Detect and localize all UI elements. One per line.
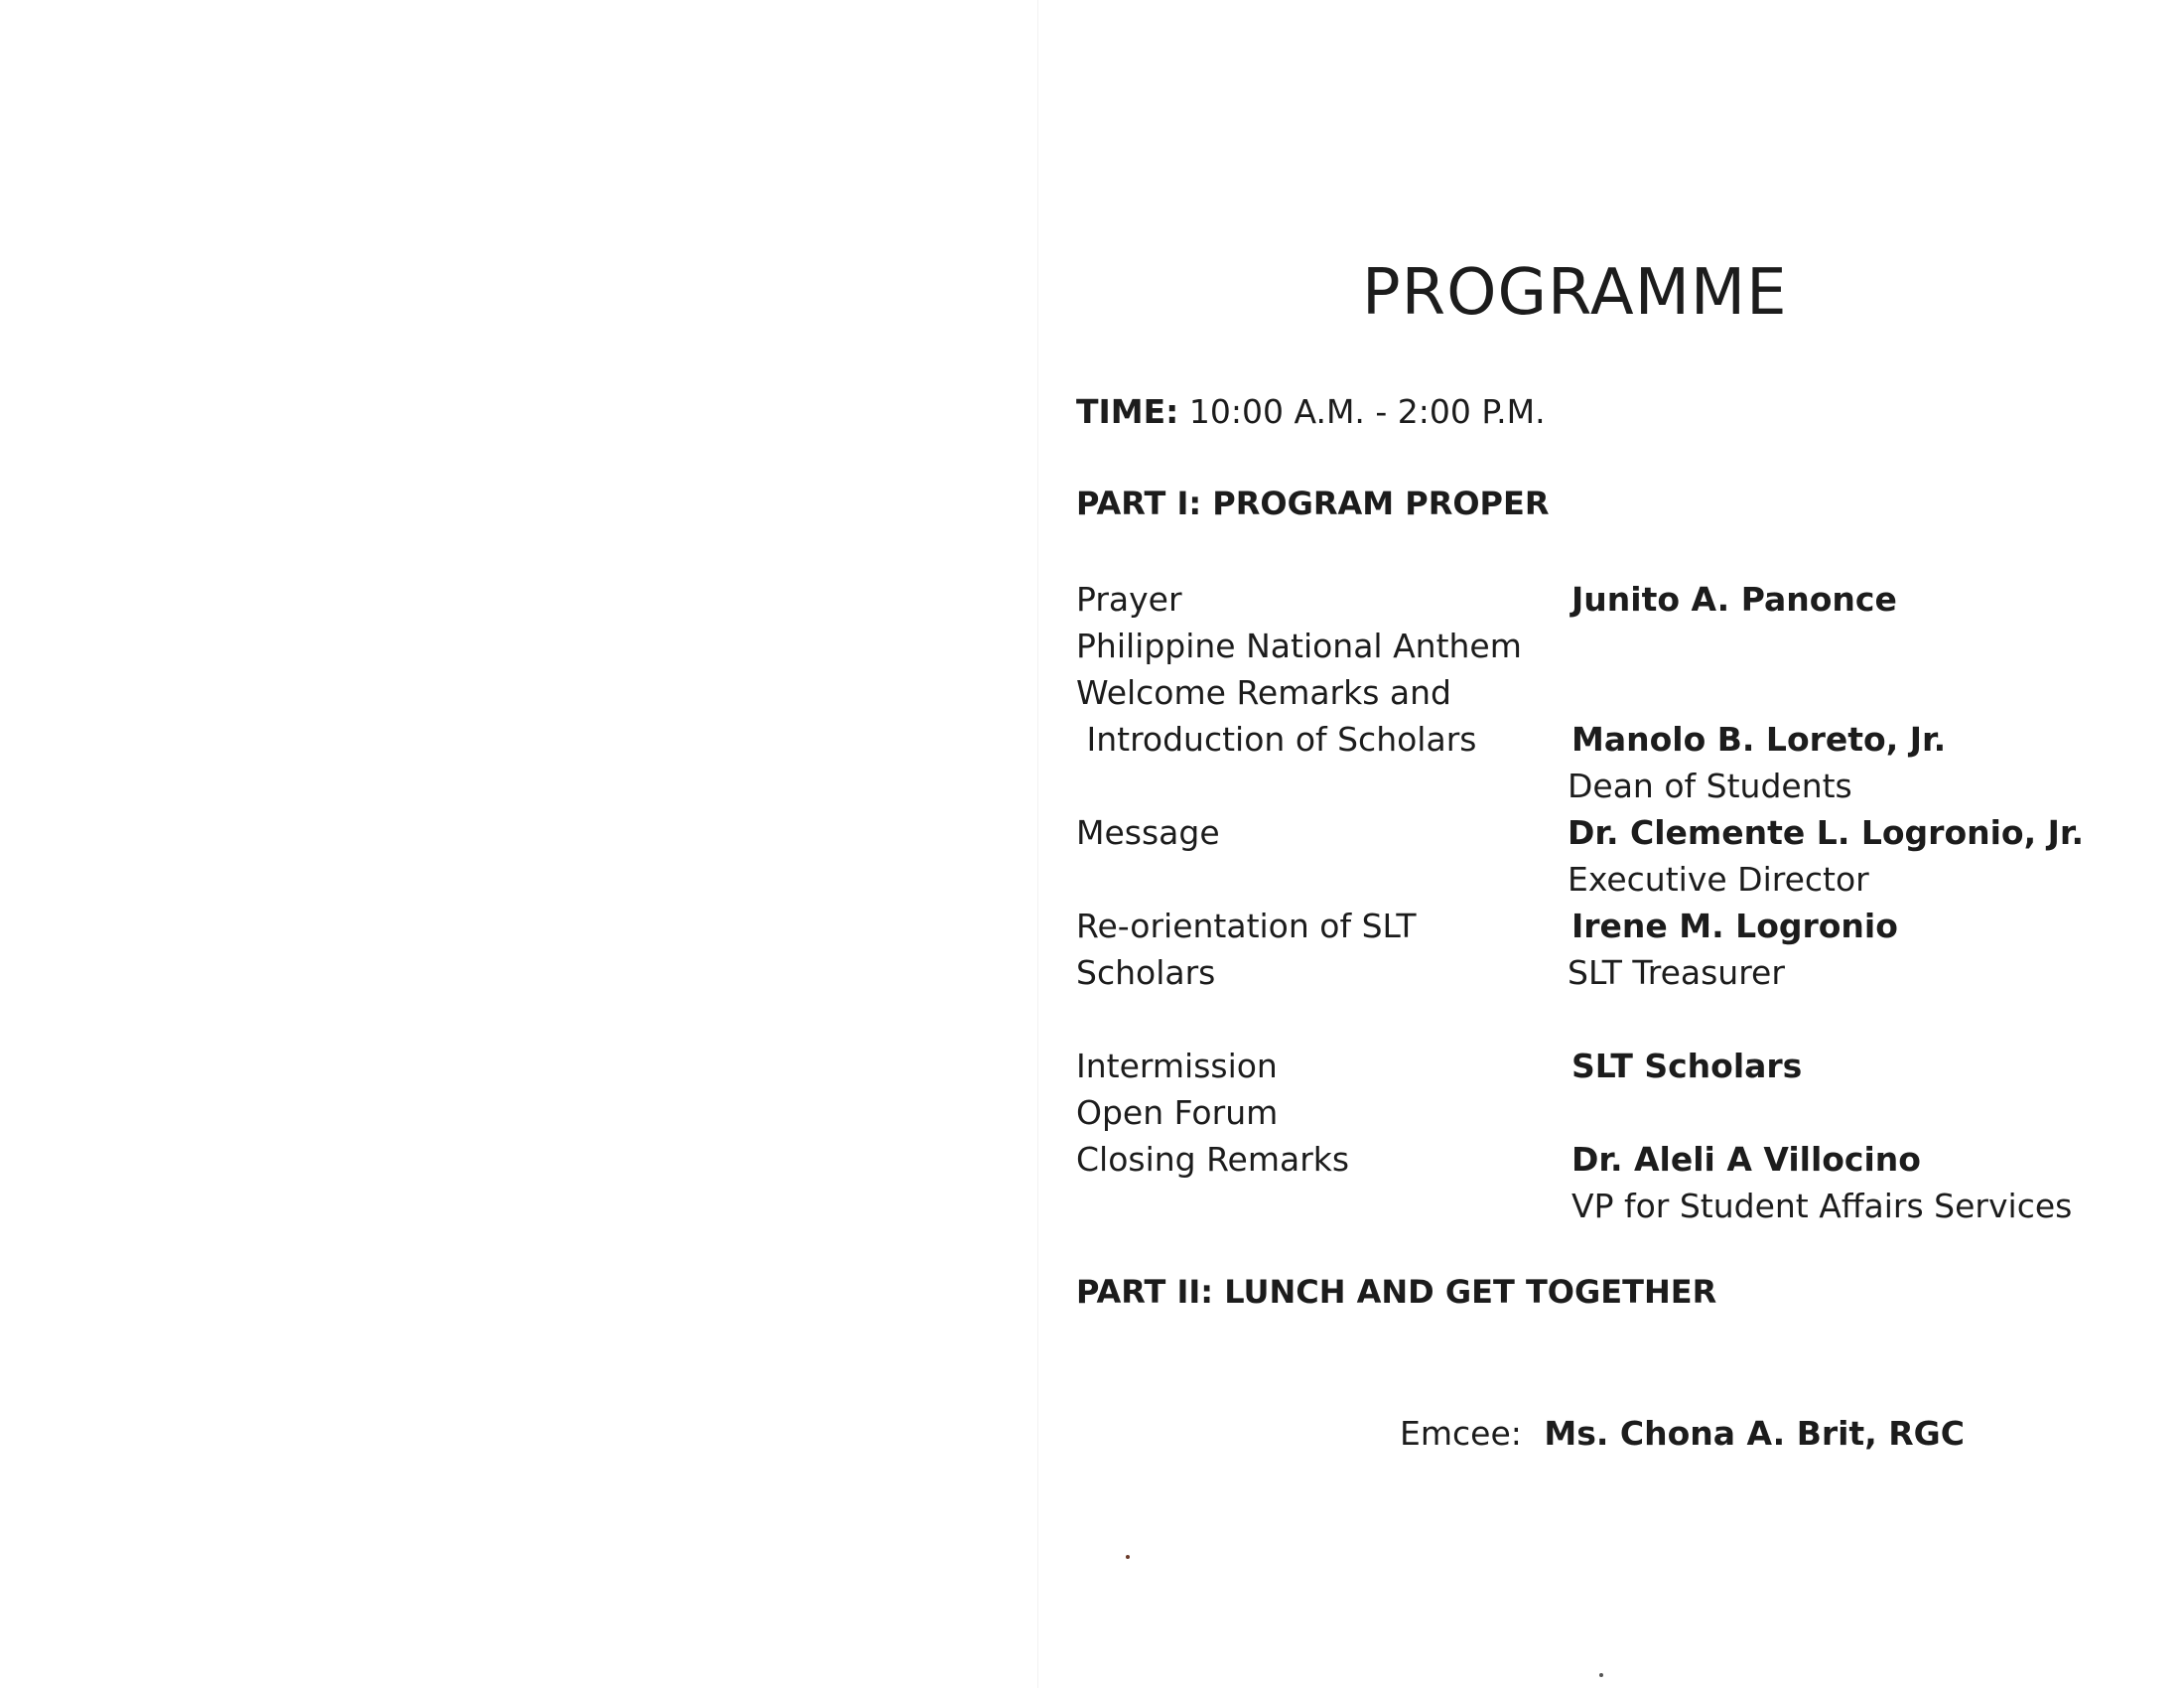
blank-left-page xyxy=(0,0,1037,1688)
activity-prayer: Prayer xyxy=(1076,580,1182,619)
person-reorientation: Irene M. Logronio xyxy=(1571,907,1898,945)
activity-reorientation: Re-orientation of SLT xyxy=(1076,907,1417,945)
role-dean: Dean of Students xyxy=(1568,767,1852,805)
person-message: Dr. Clemente L. Logronio, Jr. xyxy=(1568,813,2085,852)
activity-scholars: Scholars xyxy=(1076,953,1216,992)
activity-closing: Closing Remarks xyxy=(1076,1140,1350,1179)
activity-intermission: Intermission xyxy=(1076,1047,1278,1085)
person-introduction: Manolo B. Loreto, Jr. xyxy=(1571,720,1947,759)
part2-heading: PART II: LUNCH AND GET TOGETHER xyxy=(1076,1273,1717,1311)
person-intermission: SLT Scholars xyxy=(1571,1047,1803,1085)
activity-open-forum: Open Forum xyxy=(1076,1093,1279,1132)
role-treasurer: SLT Treasurer xyxy=(1568,953,1785,992)
activity-introduction: Introduction of Scholars xyxy=(1076,720,1477,759)
emcee-label: Emcee: xyxy=(1400,1414,1522,1453)
person-prayer: Junito A. Panonce xyxy=(1571,580,1897,619)
role-vp: VP for Student Affairs Services xyxy=(1571,1187,2073,1225)
title-text: PROGRAMME xyxy=(1362,256,1788,330)
role-executive-director: Executive Director xyxy=(1568,860,1869,899)
activity-welcome: Welcome Remarks and xyxy=(1076,673,1452,712)
time-label: TIME: xyxy=(1076,392,1179,431)
programme-page xyxy=(1038,0,2184,1688)
activity-message: Message xyxy=(1076,813,1220,852)
time-value: 10:00 A.M. - 2:00 P.M. xyxy=(1188,392,1546,431)
emcee-name: Ms. Chona A. Brit, RGC xyxy=(1544,1414,1965,1453)
emcee-line xyxy=(1400,1414,1965,1453)
ink-speck xyxy=(1126,1555,1130,1559)
part1-heading: PART I: PROGRAM PROPER xyxy=(1076,485,1550,522)
activity-anthem: Philippine National Anthem xyxy=(1076,627,1522,665)
time-line xyxy=(1076,392,1546,431)
ink-speck xyxy=(1599,1673,1603,1677)
person-closing: Dr. Aleli A Villocino xyxy=(1571,1140,1921,1179)
